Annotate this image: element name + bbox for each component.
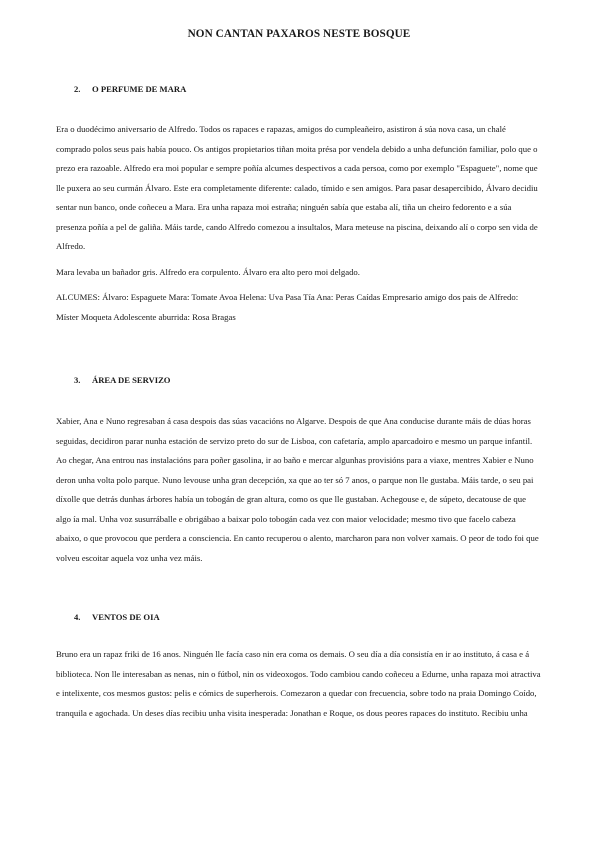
section-heading xyxy=(56,612,542,622)
section-ventos-de-oia xyxy=(56,612,542,723)
section-title: O PERFUME DE MARA xyxy=(92,84,187,94)
paragraph: Mara levaba un bañador gris. Alfredo era corpulento. Álvaro era alto pero moi delgado. xyxy=(56,266,360,277)
section-number: 3. xyxy=(74,375,81,385)
section-perfume-de-mara xyxy=(56,84,542,327)
paragraph: Xabier, Ana e Nuno regresaban á casa despois das súas vacacións no Algarve. Despois de que Ana conducise durante máis de dúas horas seguidas, decidiron parar nunha estación de servizo preto do sur de Lisboa, con cafetaría, amplo aparcadoiro e mesmo un parque infantil. Ao chegar, Ana entrou nas instalacións para poñer gasolina, ir ao baño e mercar algunhas provisións para a viaxe, mentres Xabier e Nuno deron unha volta polo parque. Nuno levouse unha gran decepción, xa que ao ter só 7 anos, o parque non lle gustaba. Máis tarde, o seu pai díxolle que detrás dunhas árbores había un tobogán de gran altura, como os que lle gustaban. Achegouse e, de súpeto, decatouse de que algo ía mal. Unha voz susurráballe e obrigábao a baixar polo tobogán cada vez con maior velocidade; mesmo tivo que facelo cabeza abaixo, o que provocou que perdera a consciencia. En canto recuperou o alento, marcharon para non volver xamais. O peor de todo foi que volveu escoitar aquela voz unha vez máis. xyxy=(56,416,539,563)
document-title: NON CANTAN PAXAROS NESTE BOSQUE xyxy=(187,28,411,40)
section-heading xyxy=(56,375,542,385)
section-area-de-servizo xyxy=(56,375,542,568)
section-number: 4. xyxy=(74,612,81,622)
section-title: VENTOS DE OIA xyxy=(92,612,160,622)
section-heading xyxy=(56,84,542,94)
section-title: ÁREA DE SERVIZO xyxy=(92,375,171,385)
paragraph: Era o duodécimo aniversario de Alfredo. Todos os rapaces e rapazas, amigos do cumpleañeiro, asistiron á súa nova casa, un chalé comprado polos seus pais había pouco. Os antigos propietarios tiñan moita présa por vendela debido a unha defunción familiar, polo que o prezo era razoable. Alfredo era moi popular e sempre poñía alcumes despectivos a cada persoa, como por exemplo "Espaguete", nome que lle puxera ao seu curmán Álvaro. Este era completamente diferente: calado, tímido e sen amigos. Para pasar desapercibido, Álvaro decidiu sentar nun banco, onde coñeceu a Mara. Era unha rapaza moi estraña; ninguén sabía que estaba alí, tiña un cheiro fedorento e a súa presenza poñía a pel de galiña. Máis tarde, cando Alfredo comezou a insultalos, Mara meteuse na piscina, deixando alí o corpo sen vida de Alfredo. xyxy=(56,124,538,251)
paragraph: Bruno era un rapaz friki de 16 anos. Ninguén lle facía caso nin era coma os demais. O seu día a día consistía en ir ao instituto, á casa e á biblioteca. Non lle interesaban as nenas, nin o fútbol, nin os videoxogos. Todo cambiou cando coñeceu a Edurne, unha rapaza moi atractiva e intelixente, cos mesmos gustos: pelis e cómics de superherois. Comezaron a quedar con frecuencia, sobre todo na praia Domingo Coído, tranquila e agochada. Un deses días recibiu unha visita inesperada: Jonathan e Roque, os dous peores rapaces do instituto. Recibiu unha xyxy=(56,649,541,718)
paragraph-alcumes: ALCUMES: Álvaro: Espaguete Mara: Tomate Avoa Helena: Uva Pasa Tía Ana: Peras Caídas Empresario amigo dos pais de Alfredo: Míster Moqueta Adolescente aburrida: Rosa Bragas xyxy=(56,292,519,322)
section-number: 2. xyxy=(74,84,81,94)
